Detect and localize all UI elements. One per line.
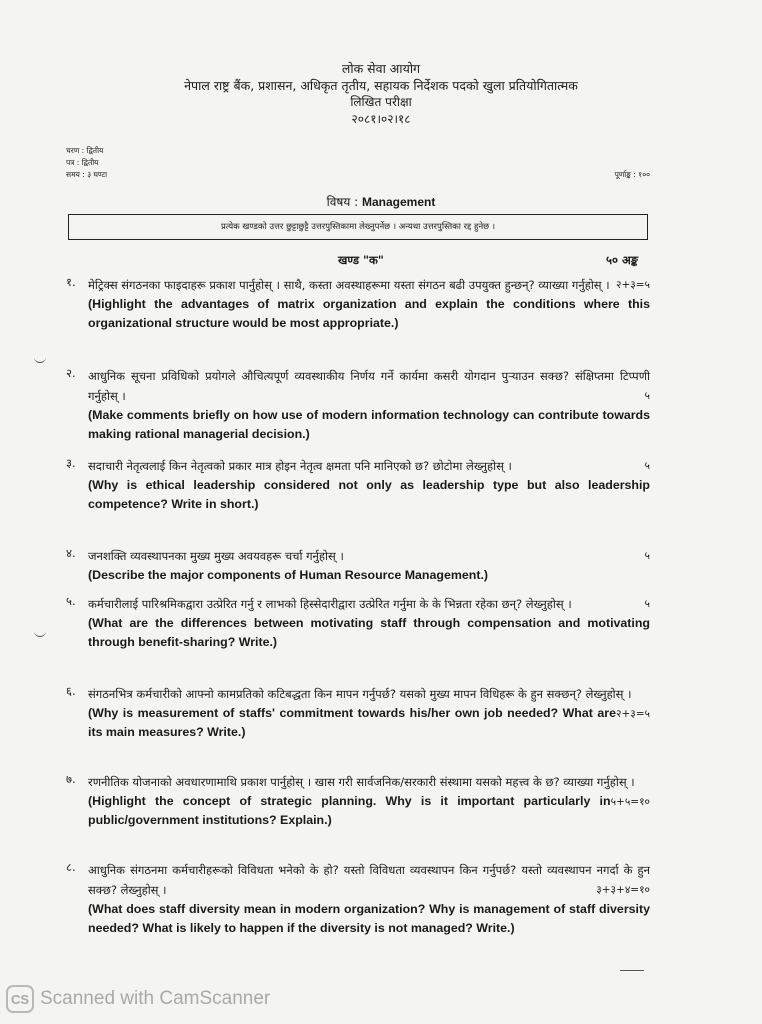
question-text: सदाचारी नेतृत्वलाई किन नेतृत्वको प्रकार मात्र होइन नेतृत्व क्षमता पनि मानिएको छ? छोटोमा लेख्नुहोस् । <box>88 459 512 473</box>
question-number: २. <box>66 366 76 380</box>
exam-type: लिखित परीक्षा <box>350 95 412 109</box>
question-text: कर्मचारीलाई पारिश्रमिकद्वारा उत्प्रेरित गर्नु र लाभको हिस्सेदारीद्वारा उत्प्रेरित गर्नुमा के के भिन्नता रहेका छन्? लेख्नुहोस् । <box>88 597 572 611</box>
question-text-nepali <box>88 594 650 614</box>
question-text-nepali <box>88 366 650 406</box>
commission-name: लोक सेवा आयोग <box>341 61 421 76</box>
question-text-nepali <box>88 546 650 566</box>
question-item <box>66 594 650 652</box>
watermark-text: Scanned with CamScanner <box>40 988 271 1009</box>
exam-title: नेपाल राष्ट्र बैंक, प्रशासन, अधिकृत तृतीय, सहायक निर्देशक पदको खुला प्रतियोगितात्मक <box>184 78 578 93</box>
question-item <box>66 456 650 514</box>
subject-label: विषय : <box>326 195 359 209</box>
pen-mark <box>34 630 46 637</box>
question-text: आधुनिक सूचना प्रविधिको प्रयोगले औचित्यपूर्ण व्यवस्थाकीय निर्णय गर्ने कार्यमा कसरी योगदान पुऱ्याउन सक्छ? संक्षिप्तमा टिप्पणी गर्नुहोस् । <box>88 369 650 403</box>
exam-date: २०८१।०२।१८ <box>351 112 411 126</box>
question-text: मेट्रिक्स संगठनका फाइदाहरू प्रकाश पार्नुहोस् । साथै, कस्ता अवस्थाहरूमा यस्ता संगठन बढी उपयुक्त हुन्छन्? व्याख्या गर्नुहोस् । <box>88 278 610 292</box>
question-number: ६. <box>66 684 76 698</box>
question-number: ३. <box>66 456 76 470</box>
question-text-english: (Why is ethical leadership considered not only as leadership type but also leadership competence? Write in short.) <box>88 478 650 511</box>
question-item <box>66 275 650 333</box>
question-text: आधुनिक संगठनमा कर्मचारीहरूको विविधता भनेको के हो? यस्तो विविधता व्यवस्थापन किन गर्नुपर्छ? यस्तो व्यवस्थापन नगर्दा के हुन सक्छ? लेख्नुहोस् । <box>88 863 650 897</box>
question-marks: ५ <box>644 460 650 472</box>
question-marks: २+३=५ <box>616 708 650 720</box>
question-item <box>66 772 650 830</box>
question-number: ८. <box>66 860 76 874</box>
stage-label: चरण : द्वितीय <box>66 146 104 155</box>
subject-value: Management <box>362 195 436 209</box>
subject-line <box>0 193 762 210</box>
question-number: १. <box>66 275 76 289</box>
question-text-english: (Why is measurement of staffs' commitment towards his/her own job needed? What are its main measures? Write.) <box>88 706 617 739</box>
time-label: समय : ३ घण्टा <box>66 170 108 179</box>
question-number: ५. <box>66 594 76 608</box>
question-text-english: (Highlight the advantages of matrix organization and explain the conditions where this organizational structure would be most appropriate.) <box>88 297 650 330</box>
question-text-english: (What does staff diversity mean in modern organization? Why is management of staff diversity needed? What is likely to happen if the diversity is not managed? Write.) <box>88 902 650 935</box>
question-marks: ५ <box>644 598 650 610</box>
question-text-english: (What are the differences between motivating staff through compensation and motivating through benefit-sharing? Write.) <box>88 616 650 649</box>
page-dash <box>620 970 644 971</box>
exam-meta <box>66 145 107 181</box>
section-name: खण्ड "क" <box>338 253 384 267</box>
full-marks: पूर्णाङ्क : १०० <box>614 170 650 179</box>
question-text-nepali <box>88 456 650 476</box>
question-marks: ५ <box>644 390 650 402</box>
question-number: ७. <box>66 772 76 786</box>
question-marks: ५ <box>644 550 650 562</box>
question-item <box>66 546 650 585</box>
question-text-english: (Describe the major components of Human Resource Management.) <box>88 568 489 582</box>
question-text-nepali <box>88 860 650 900</box>
question-text: रणनीतिक योजनाको अवधारणामाथि प्रकाश पार्नुहोस् । खास गरी सार्वजनिक/सरकारी संस्थामा यसको महत्त्व के छ? व्याख्या गर्नुहोस् । <box>88 775 635 789</box>
question-text: संगठनभित्र कर्मचारीको आफ्नो कामप्रतिको कटिबद्धता किन मापन गर्नुपर्छ? यसको मुख्य मापन विधिहरू के हुन सक्छन्? लेख्नुहोस् । <box>88 687 632 701</box>
scanner-watermark <box>6 984 270 1014</box>
question-text: जनशक्ति व्यवस्थापनका मुख्य मुख्य अवयवहरू चर्चा गर्नुहोस् । <box>88 549 344 563</box>
question-item <box>66 860 650 938</box>
question-marks: ३+३+४=१० <box>596 884 650 896</box>
question-text-nepali <box>88 772 650 808</box>
question-text-english: (Make comments briefly on how use of modern information technology can contribute towards making rational managerial decision.) <box>88 408 650 441</box>
question-marks: ५+५=१० <box>610 796 650 808</box>
question-item <box>66 366 650 444</box>
question-text-english: (Highlight the concept of strategic planning. Why is it important particularly in public/government institutions? Explain.) <box>88 794 611 827</box>
paper-label: पत्र : द्वितीय <box>66 158 99 167</box>
pen-mark <box>34 356 46 363</box>
question-marks: २+३=५ <box>616 279 650 291</box>
question-item <box>66 684 650 742</box>
instruction-box: प्रत्येक खण्डको उत्तर छुट्टाछुट्टै उत्तरपुस्तिकामा लेख्नुपर्नेछ । अन्यथा उत्तरपुस्तिका रद्द हुनेछ । <box>68 214 648 240</box>
exam-header <box>0 60 762 128</box>
question-text-nepali <box>88 684 650 720</box>
question-number: ४. <box>66 546 76 560</box>
camscanner-logo: CS <box>6 985 34 1013</box>
question-text-nepali <box>88 275 650 295</box>
section-marks: ५० अङ्क <box>606 253 639 267</box>
